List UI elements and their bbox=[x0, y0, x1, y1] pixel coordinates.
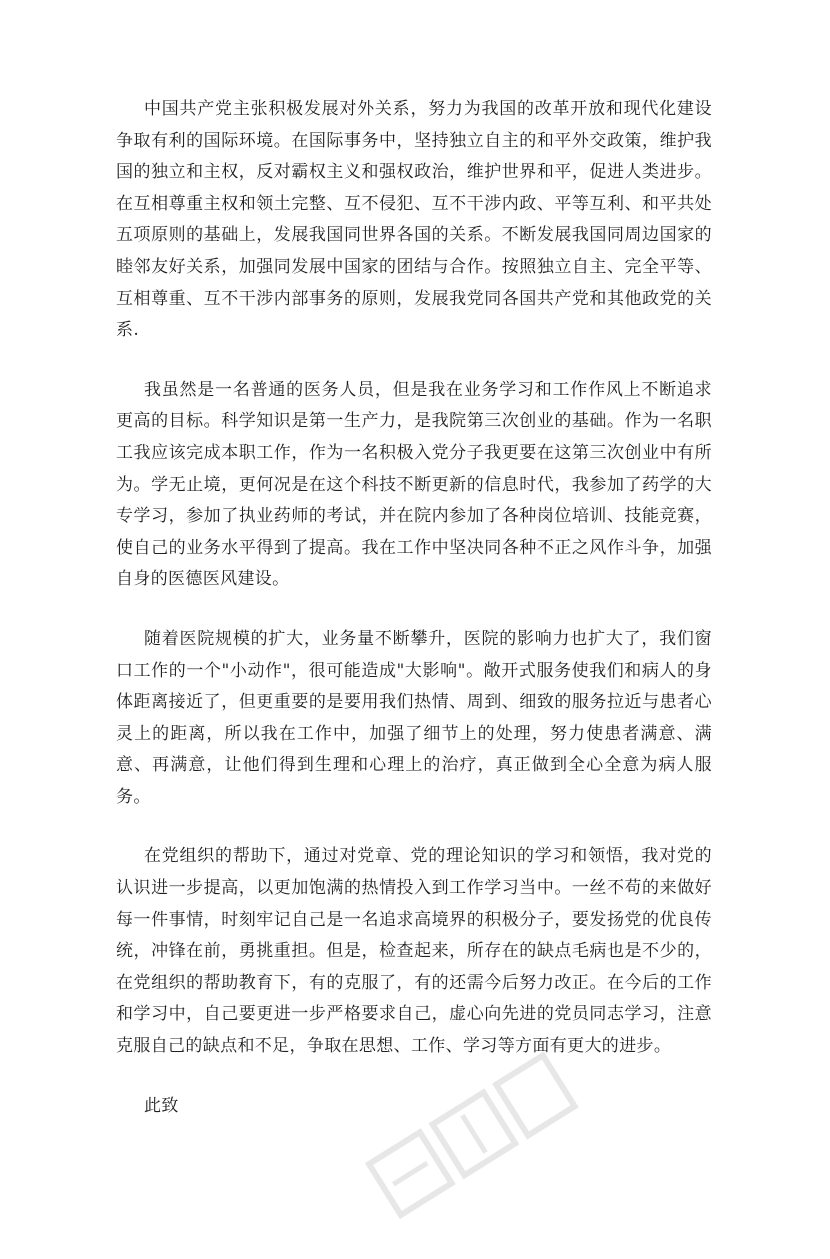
closing-salutation: 此致 bbox=[144, 1095, 179, 1116]
paragraph-foreign-relations: 中国共产党主张积极发展对外关系，努力为我国的改革开放和现代化建设争取有利的国际环境。在国际事务中，坚持独立自主的和平外交政策，维护我国的独立和主权，反对霸权主义和强权政治，维护世界和平，促进人类进步。在互相尊重主权和领土完整、互不侵犯、互不干涉内政、平等互利、和平共处五项原则的基础上，发展我国同世界各国的关系。不断发展我国同周边国家的睦邻友好关系，加强同发展中国家的团结与合作。按照独立自主、完全平等、互相尊重、互不干涉内部事务的原则，发展我党同各国共产党和其他政党的关系. bbox=[116, 99, 712, 341]
document-body bbox=[116, 94, 712, 1122]
paragraph-self-improvement: 在党组织的帮助下，通过对党章、党的理论知识的学习和领悟，我对党的认识进一步提高，以更加饱满的热情投入到工作学习当中。一丝不苟的来做好每一件事情，时刻牢记自己是一名追求高境界的积极分子，要发扬党的优良传统，冲锋在前，勇挑重担。但是，检查起来，所存在的缺点毛病也是不少的，在党组织的帮助教育下，有的克服了，有的还需今后努力改正。在今后的工作和学习中，自己要更进一步严格要求自己，虚心向先进的党员同志学习，注意克服自己的缺点和不足，争取在思想、工作、学习等方面有更大的进步。 bbox=[116, 846, 712, 1057]
paragraph-professional-study: 我虽然是一名普通的医务人员，但是我在业务学习和工作作风上不断追求更高的目标。科学知识是第一生产力，是我院第三次创业的基础。作为一名职工我应该完成本职工作，作为一名积极入党分子我更要在这第三次创业中有所为。学无止境，更何况是在这个科技不断更新的信息时代，我参加了药学的大专学习，参加了执业药师的考试，并在院内参加了各种岗位培训、技能竞赛，使自己的业务水平得到了提高。我在工作中坚决同各种不正之风作斗争，加强自身的医德医风建设。 bbox=[116, 379, 712, 590]
paragraph-patient-service: 随着医院规模的扩大，业务量不断攀升，医院的影响力也扩大了，我们窗口工作的一个"小动作"，很可能造成"大影响"。敞开式服务使我们和病人的身体距离接近了，但更重要的是要用我们热情、周到、细致的服务拉近与患者心灵上的距离，所以我在工作中，加强了细节上的处理，努力使患者满意、满意、再满意，让他们得到生理和心理上的治疗，真正做到全心全意为病人服务。 bbox=[116, 628, 712, 807]
